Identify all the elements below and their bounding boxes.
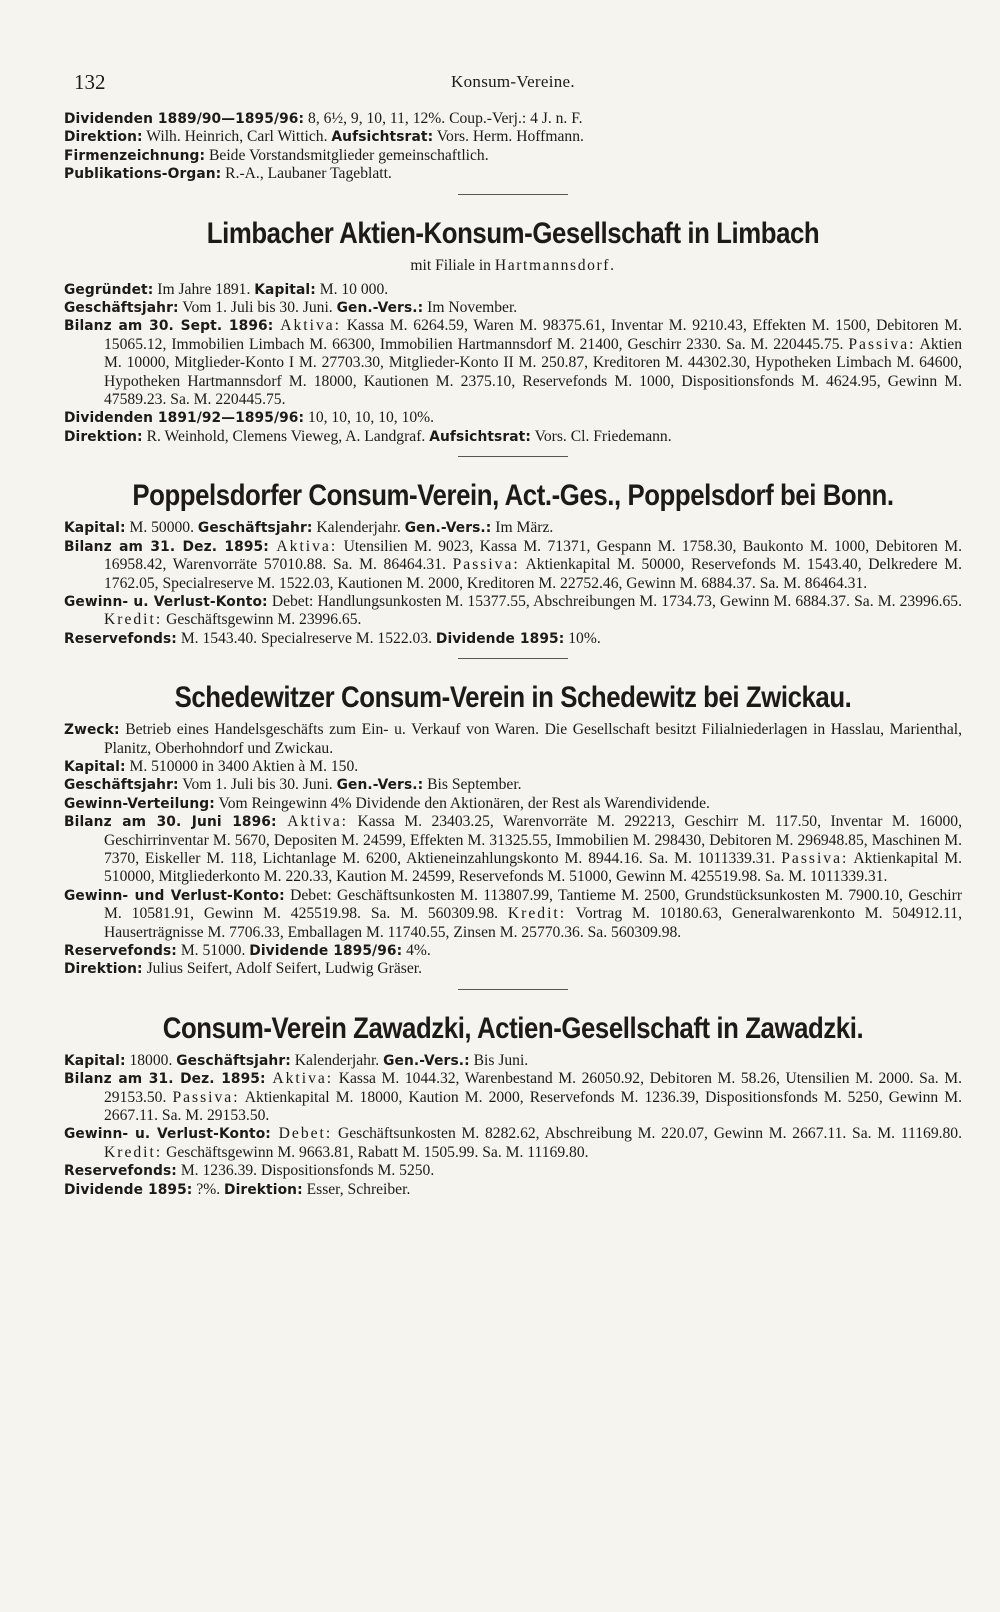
- text: M. 10 000.: [315, 280, 389, 298]
- label: Geschäftsjahr:: [197, 520, 313, 537]
- directors-line: [64, 128, 962, 146]
- text: Kalenderjahr.: [290, 1051, 384, 1069]
- aktiva-label: Aktiva:: [268, 537, 338, 555]
- label: Direktion:: [64, 428, 143, 445]
- label: Aufsichtsrat:: [429, 428, 531, 445]
- fiscal-year-line: [64, 299, 962, 317]
- entry-limbach: [64, 217, 962, 447]
- passiva-label: Passiva:: [172, 1088, 240, 1106]
- text: Vors. Herm. Hoffmann.: [433, 128, 584, 146]
- label: Kapital:: [64, 520, 126, 537]
- text: R.-A., Laubaner Tageblatt.: [221, 165, 392, 183]
- entry-title: Schedewitzer Consum-Verein in Schedewitz bei Zwickau.: [174, 681, 852, 715]
- balance-sheet: [64, 538, 962, 593]
- publication-line: [64, 165, 962, 183]
- text: Esser, Schreiber.: [302, 1180, 411, 1198]
- text: Im März.: [491, 519, 554, 537]
- label: Kapital:: [254, 281, 316, 298]
- section-divider: [458, 194, 568, 195]
- reserve-line: [64, 1162, 962, 1180]
- label: Publikations-Organ:: [64, 166, 222, 183]
- label: Dividende 1895:: [435, 630, 565, 647]
- text: Aktienkapital M. 50000, Reservefonds M. 1543.40, Delkredere M. 1762.05, Specialreserve M. 1522.03, Kautionen M. 2000, Kreditoren M. 22752.46, Gewinn M. 6884.37. Sa. M. 86464.31.: [104, 556, 962, 592]
- dividend-line: [64, 1181, 962, 1199]
- text: Im Jahre 1891.: [153, 280, 255, 298]
- text: 18000.: [125, 1051, 177, 1069]
- kredit-label: Kredit:: [507, 905, 567, 923]
- text: M. 51000.: [176, 942, 250, 959]
- label: Dividenden 1891/92—1895/96:: [64, 410, 305, 427]
- label: Dividende 1895:: [64, 1181, 193, 1198]
- text: Wilh. Heinrich, Carl Wittich.: [142, 128, 332, 146]
- debet-label: Debet:: [270, 1125, 333, 1143]
- entry-schedewitz: [64, 681, 962, 979]
- passiva-label: Passiva:: [848, 335, 916, 353]
- entry-title: Consum-Verein Zawadzki, Actien-Gesellschaft in Zawadzki.: [162, 1011, 864, 1045]
- text: 10%.: [564, 629, 601, 647]
- profit-distribution: [64, 795, 962, 813]
- purpose-line: [64, 721, 962, 758]
- text: M. 1236.39. Dispositionsfonds M. 5250.: [176, 1162, 435, 1180]
- founded-line: [64, 281, 962, 299]
- reserve-line: [64, 942, 962, 960]
- directors-line: [64, 428, 962, 446]
- text: 10, 10, 10, 10, 10%.: [304, 409, 435, 427]
- text: M. 50000.: [125, 519, 198, 537]
- label: Bilanz am 30. Sept. 1896:: [64, 318, 274, 335]
- text: M. 1543.40. Specialreserve M. 1522.03.: [176, 629, 436, 647]
- aktiva-label: Aktiva:: [273, 317, 342, 335]
- profit-loss: [64, 593, 962, 630]
- label: Geschäftsjahr:: [64, 300, 179, 317]
- text: Geschäftsgewinn M. 23996.65.: [162, 611, 362, 629]
- text: R. Weinhold, Clemens Vieweg, A. Landgraf.: [142, 427, 430, 445]
- page-number: 132: [74, 70, 106, 94]
- section-divider: [458, 658, 568, 659]
- label: Gewinn- u. Verlust-Konto:: [64, 593, 268, 610]
- text: ?%.: [192, 1180, 225, 1198]
- label: Gen.-Vers.:: [404, 520, 492, 537]
- balance-sheet: [64, 317, 962, 409]
- text: Vom Reingewinn 4% Dividende den Aktionären, der Rest als Warendividende.: [214, 794, 710, 812]
- aktiva-label: Aktiva:: [265, 1070, 334, 1088]
- text: Vors. Cl. Friedemann.: [531, 427, 672, 445]
- label: Bilanz am 31. Dez. 1895:: [64, 538, 269, 555]
- entry-poppelsdorf: [64, 479, 962, 648]
- profit-loss: [64, 887, 962, 942]
- label: Dividenden 1889/90—1895/96:: [64, 111, 305, 127]
- label: Reservefonds:: [64, 1163, 177, 1180]
- text: Kassa M. 6264.59, Waren M. 98375.61, Inventar M. 9210.43, Effekten M. 1500, Debitoren M. 15065.12, Immobilien Limbach M. 66300, Immobilien Hartmannsdorf M. 21400, Geschirr 2330. Sa. M. 220445.75.: [104, 317, 962, 353]
- label: Geschäftsjahr:: [176, 1052, 291, 1069]
- label: Direktion:: [64, 961, 143, 978]
- reserve-line: [64, 630, 962, 648]
- label: Aufsichtsrat:: [331, 129, 434, 146]
- text: Debet: Geschäftsunkosten M. 113807.99, Tantieme M. 2500, Grundstücksunkosten M. 7900.10, Geschirr M. 10581.91, Gewinn M. 425519.98. Sa. M. 560309.98.: [104, 886, 963, 923]
- text: Vortrag M. 10180.63, Generalwarenkonto M. 504912.11, Hauserträgnisse M. 7706.33, Emballagen M. 11740.55, Zinsen M. 25770.36. Sa. 560309.98.: [104, 905, 962, 941]
- text: Kassa M. 23403.25, Warenvorräte M. 292213, Geschirr M. 117.50, Inventar M. 16000, Geschirrinventar M. 5670, Depositen M. 24599, Effekten M. 31325.55, Immobilien M. 298430, Debitoren M. 296948.85, Maschinen M. 7370, Eiskeller M. 118, Lichtanlage M. 6200, Aktieneinzahlungskonto M. 8944.16. Sa. M. 1011339.31.: [104, 813, 962, 867]
- capital-line: [64, 519, 962, 537]
- text: Julius Seifert, Adolf Seifert, Ludwig Gräser.: [142, 960, 423, 978]
- place-name: Hartmannsdorf.: [494, 256, 616, 274]
- dividends-line: [64, 110, 962, 128]
- kredit-label: Kredit:: [104, 611, 163, 629]
- balance-sheet: [64, 813, 962, 887]
- directors-line: [64, 960, 962, 978]
- label: Firmenzeichnung:: [64, 147, 206, 164]
- text: Im November.: [423, 299, 518, 317]
- kredit-label: Kredit:: [104, 1143, 163, 1161]
- text: Vom 1. Juli bis 30. Juni.: [178, 776, 337, 794]
- label: Zweck:: [64, 722, 120, 739]
- label: Gewinn-Verteilung:: [64, 795, 215, 812]
- entry-title: Limbacher Aktien-Konsum-Gesellschaft in Limbach: [206, 216, 820, 250]
- label: Gewinn- und Verlust-Konto:: [64, 887, 285, 904]
- text: Geschäftsunkosten M. 8282.62, Abschreibung M. 220.07, Gewinn M. 2667.11. Sa. M. 11169.80.: [332, 1125, 963, 1143]
- text: Debet: Handlungsunkosten M. 15377.55, Abschreibungen M. 1734.73, Gewinn M. 6884.37. Sa. M. 23996.65.: [267, 592, 963, 610]
- running-head: Konsum-Vereine.: [451, 72, 575, 91]
- text: Kassa M. 1044.32, Warenbestand M. 26050.92, Debitoren M. 58.26, Utensilien M. 2000. Sa. M. 29153.50.: [104, 1070, 962, 1106]
- text: Betrieb eines Handelsgeschäfts zum Ein- u. Verkauf von Waren. Die Gesellschaft besitzt Filialniederlagen in Hasslau, Marienthal, Planitz, Oberhohndorf und Zwickau.: [104, 721, 962, 757]
- capital-line: [64, 758, 962, 776]
- page-header: [64, 70, 962, 104]
- fiscal-year-line: [64, 776, 962, 794]
- section-divider: [458, 989, 568, 990]
- text: 4%.: [402, 942, 431, 959]
- passiva-label: Passiva:: [452, 556, 520, 574]
- label: Gen.-Vers.:: [336, 777, 424, 794]
- label: Gewinn- u. Verlust-Konto:: [64, 1126, 271, 1143]
- text: Bis Juni.: [469, 1051, 529, 1069]
- text: 8, 6½, 9, 10, 11, 12%. Coup.-Verj.: 4 J. n. F.: [304, 110, 583, 127]
- entry-previous-continuation: [64, 110, 962, 184]
- text: Aktienkapital M. 510000, Mitgliederkonto M. 220.33, Kaution M. 24599, Reservefonds M. 51000, Gewinn M. 425519.98. Sa. M. 1011339.31.: [104, 849, 962, 886]
- dividends-line: [64, 409, 962, 427]
- text: Beide Vorstandsmitglieder gemeinschaftlich.: [205, 146, 489, 164]
- text: Kalenderjahr.: [312, 519, 405, 537]
- label: Bilanz am 31. Dez. 1895:: [64, 1071, 266, 1088]
- text: Utensilien M. 9023, Kassa M. 71371, Gespann M. 1758.30, Baukonto M. 1000, Debitoren M. 16958.42, Warenvorräte 57010.88. Sa. M. 86464.31.: [104, 537, 963, 574]
- label: Kapital:: [64, 758, 126, 775]
- label: Reservefonds:: [64, 943, 177, 959]
- label: Bilanz am 30. Juni 1896:: [64, 814, 277, 831]
- entry-subtitle: [64, 257, 962, 275]
- label: Kapital:: [64, 1052, 126, 1069]
- label: Gegründet:: [64, 281, 154, 298]
- capital-line: [64, 1052, 962, 1070]
- aktiva-label: Aktiva:: [276, 813, 349, 831]
- section-divider: [458, 456, 568, 457]
- entry-zawadzki: [64, 1012, 962, 1199]
- entry-title: Poppelsdorfer Consum-Verein, Act.-Ges., Poppelsdorf bei Bonn.: [132, 479, 894, 513]
- label: Dividende 1895/96:: [249, 943, 403, 959]
- signature-line: [64, 147, 962, 165]
- text: mit Filiale in: [410, 256, 495, 274]
- profit-loss: [64, 1125, 962, 1162]
- label: Gen.-Vers.:: [336, 300, 424, 317]
- passiva-label: Passiva:: [781, 849, 849, 867]
- text: Geschäftsgewinn M. 9663.81, Rabatt M. 1505.99. Sa. M. 11169.80.: [162, 1143, 589, 1161]
- text: Vom 1. Juli bis 30. Juni.: [178, 299, 337, 317]
- label: Reservefonds:: [64, 630, 177, 647]
- balance-sheet: [64, 1070, 962, 1125]
- text: Aktien M. 10000, Mitglieder-Konto I M. 27703.30, Mitglieder-Konto II M. 250.87, Kreditoren M. 44302.30, Hypotheken Limbach M. 64600, Hypotheken Hartmannsdorf M. 18000, Kautionen M. 2375.10, Reservefonds M. 1000, Dispositionsfonds M. 4624.95, Gewinn M. 47589.23. Sa. M. 220445.75.: [104, 335, 963, 409]
- label: Direktion:: [224, 1181, 303, 1198]
- text: Aktienkapital M. 18000, Kaution M. 2000, Reservefonds M. 1236.39, Dispositionsfonds M. 5250, Gewinn M. 2667.11. Sa. M. 29153.50.: [104, 1088, 962, 1125]
- label: Gen.-Vers.:: [383, 1052, 470, 1069]
- text: M. 510000 in 3400 Aktien à M. 150.: [125, 757, 359, 775]
- label: Geschäftsjahr:: [64, 777, 179, 794]
- text: Bis September.: [423, 776, 522, 794]
- label: Direktion:: [64, 129, 143, 146]
